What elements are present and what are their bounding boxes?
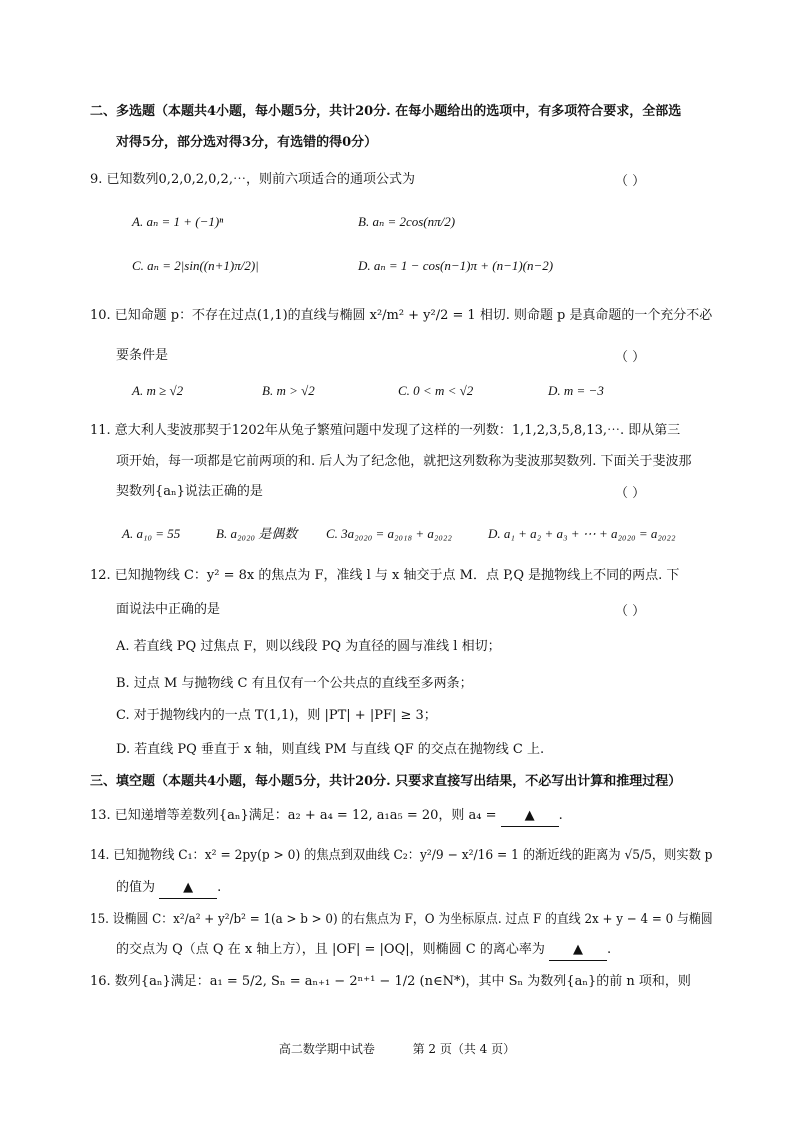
q14-blank-mark: ▲ bbox=[183, 880, 194, 895]
section2-header-line2: 对得5分，部分选对得3分，有选错的得0分） bbox=[116, 135, 378, 150]
page-footer bbox=[0, 1040, 794, 1057]
q10-option-a: A. m ≥ √2 bbox=[132, 383, 184, 398]
q10-option-c: C. 0 < m < √2 bbox=[398, 383, 474, 398]
q12-option-c: C. 对于抛物线内的一点 T(1,1)，则 |PT| + |PF| ≥ 3； bbox=[116, 708, 437, 723]
footer-title: 高二数学期中试卷 bbox=[278, 1042, 375, 1056]
q12-stem-line2: 面说法中正确的是 bbox=[116, 602, 221, 617]
q10-answer-paren: （ ） bbox=[615, 350, 646, 365]
section3-header: 三、填空题（本题共4小题，每小题5分，共计20分. 只要求直接写出结果，不必写出计算和推理过程） bbox=[90, 774, 682, 789]
q10-stem2: 要条件是 bbox=[116, 348, 169, 363]
q9-answer-paren: （ ） bbox=[615, 174, 646, 189]
q12-answer-paren: （ ） bbox=[615, 604, 646, 619]
q11-option-b: B. a₂₀₂₀ 是偶数 bbox=[216, 526, 298, 541]
q11-stem-line1: 11. 意大利人斐波那契于1202年从兔子繁殖问题中发现了这样的一列数：1,1,2,3,5,8,13,⋯. 即从第三 bbox=[90, 423, 681, 438]
q9-option-d: D. aₙ = 1 − cos(n−1)π + (n−1)(n−2) bbox=[358, 258, 554, 273]
q14-end: . bbox=[217, 880, 222, 895]
q15-stem-line1: 15. 设椭圆 C：x²/a² + y²/b² = 1(a > b > 0) 的右焦点为 F，O 为坐标原点. 过点 F 的直线 2x + y − 4 = 0 与椭圆 bbox=[90, 912, 713, 927]
q14-answer-blank[interactable] bbox=[159, 878, 217, 899]
q15-end: . bbox=[606, 942, 612, 957]
q12-option-d: D. 若直线 PQ 垂直于 x 轴，则直线 PM 与直线 QF 的交点在抛物线 C 上. bbox=[116, 742, 545, 757]
q13-answer-blank[interactable] bbox=[501, 806, 559, 827]
q15-stem-line2 bbox=[116, 940, 611, 961]
q9-option-b: B. aₙ = 2cos(nπ/2) bbox=[358, 214, 456, 229]
q13-end: . bbox=[558, 808, 563, 823]
q16-stem: 16. 数列{aₙ}满足：a₁ = 5/2, Sₙ = aₙ₊₁ − 2ⁿ⁺¹ − 1/2 (n∈N*)，其中 Sₙ 为数列{aₙ}的前 n 项和，则 bbox=[90, 974, 691, 989]
section2-header-line1: 二、多选题（本题共4小题，每小题5分，共计20分. 在每小题给出的选项中，有多项符合要求，全部选 bbox=[90, 104, 682, 119]
q11-option-c: C. 3a₂₀₂₀ = a₂₀₁₈ + a₂₀₂₂ bbox=[326, 526, 452, 541]
q11-stem-line3: 契数列{aₙ}说法正确的是 bbox=[116, 484, 263, 499]
q15-stem2-text: 的交点为 Q（点 Q 在 x 轴上方），且 |OF| = |OQ|，则椭圆 C 的离心率为 bbox=[116, 942, 545, 957]
q14-stem-line1: 14. 已知抛物线 C₁：x² = 2py(p > 0) 的焦点到双曲线 C₂：y²/9 − x²/16 = 1 的渐近线的距离为 √5/5，则实数 p bbox=[90, 848, 713, 863]
q9-option-c: C. aₙ = 2|sin((n+1)π/2)| bbox=[132, 258, 259, 273]
q9-option-a: A. aₙ = 1 + (−1)ⁿ bbox=[132, 214, 224, 229]
q11-option-d: D. a₁ + a₂ + a₃ + ⋯ + a₂₀₂₀ = a₂₀₂₂ bbox=[488, 526, 676, 541]
q12-option-b: B. 过点 M 与抛物线 C 有且仅有一个公共点的直线至多两条； bbox=[116, 676, 473, 691]
q13-stem-text: 13. 已知递增等差数列{aₙ}满足：a₂ + a₄ = 12, a₁a₅ = 20，则 a₄ = bbox=[90, 808, 497, 823]
footer-page-number: 第 2 页（共 4 页） bbox=[412, 1042, 516, 1056]
q11-answer-paren: （ ） bbox=[615, 486, 646, 501]
q12-stem-line1: 12. 已知抛物线 C：y² = 8x 的焦点为 F，准线 l 与 x 轴交于点 M．点 P,Q 是抛物线上不同的两点. 下 bbox=[90, 568, 680, 583]
q13-stem bbox=[90, 806, 563, 827]
q11-option-a: A. a₁₀ = 55 bbox=[122, 526, 181, 541]
q12-option-a: A. 若直线 PQ 过焦点 F，则以线段 PQ 为直径的圆与准线 l 相切； bbox=[116, 639, 501, 654]
q14-stem-line2 bbox=[116, 878, 221, 899]
q15-answer-blank[interactable] bbox=[549, 940, 607, 961]
q11-stem-line2: 项开始，每一项都是它前两项的和. 后人为了纪念他，就把这列数称为斐波那契数列. 下面关于斐波那 bbox=[116, 454, 692, 469]
q10-option-d: D. m = −3 bbox=[548, 383, 604, 398]
q10-stem: 10. 已知命题 p：不存在过点(1,1)的直线与椭圆 x²/m² + y²/2 = 1 相切. 则命题 p 是真命题的一个充分不必 bbox=[90, 308, 713, 323]
q14-stem2-text: 的值为 bbox=[116, 880, 156, 895]
q9-stem: 9. 已知数列0,2,0,2,0,2,⋯，则前六项适合的通项公式为 bbox=[90, 172, 415, 187]
q10-option-b: B. m > √2 bbox=[262, 383, 315, 398]
q15-blank-mark: ▲ bbox=[572, 942, 583, 957]
q13-blank-mark: ▲ bbox=[524, 808, 535, 823]
